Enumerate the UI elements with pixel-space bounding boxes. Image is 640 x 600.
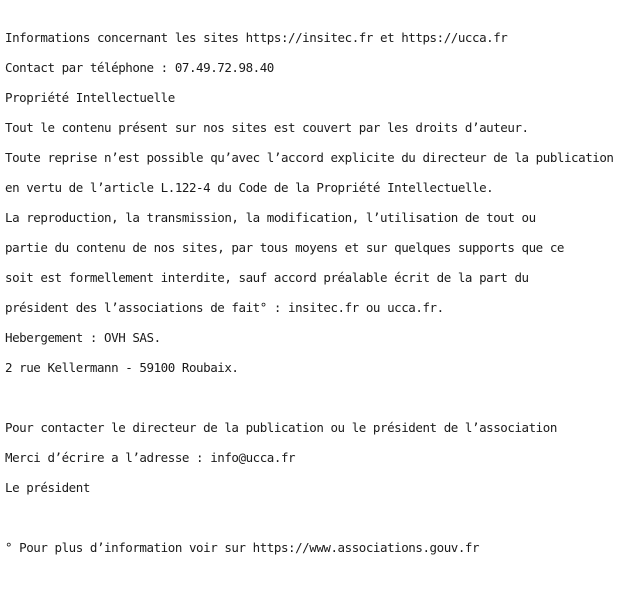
footnote-line: ° Pour plus d’information voir sur https://www.associations.gouv.fr <box>5 540 480 555</box>
blank-line <box>5 507 635 537</box>
legal-notice-document <box>5 27 635 567</box>
email-line: Merci d’écrire a l’adresse : info@ucca.fr <box>5 450 296 465</box>
paragraph-line: La reproduction, la transmission, la modification, l’utilisation de tout ou <box>5 210 536 225</box>
contact-paragraph-line: Pour contacter le directeur de la publication ou le président de l’association <box>5 420 557 435</box>
signature-line: Le président <box>5 480 90 495</box>
paragraph-line: en vertu de l’article L.122-4 du Code de la Propriété Intellectuelle. <box>5 180 494 195</box>
paragraph-line: partie du contenu de nos sites, par tous moyens et sur quelques supports que ce <box>5 240 564 255</box>
blank-line <box>5 387 635 417</box>
hosting-line: Hebergement : OVH SAS. <box>5 330 161 345</box>
address-line: 2 rue Kellermann - 59100 Roubaix. <box>5 360 239 375</box>
phone-contact-line: Contact par téléphone : 07.49.72.98.40 <box>5 60 274 75</box>
sites-info-line: Informations concernant les sites https://insitec.fr et https://ucca.fr <box>5 30 508 45</box>
paragraph-line: président des l’associations de fait° : insitec.fr ou ucca.fr. <box>5 300 444 315</box>
paragraph-line: Toute reprise n’est possible qu’avec l’accord explicite du directeur de la publication <box>5 150 614 165</box>
section-heading-intellectual-property: Propriété Intellectuelle <box>5 90 175 105</box>
paragraph-line: soit est formellement interdite, sauf accord préalable écrit de la part du <box>5 270 529 285</box>
paragraph-line: Tout le contenu présent sur nos sites est couvert par les droits d’auteur. <box>5 120 529 135</box>
